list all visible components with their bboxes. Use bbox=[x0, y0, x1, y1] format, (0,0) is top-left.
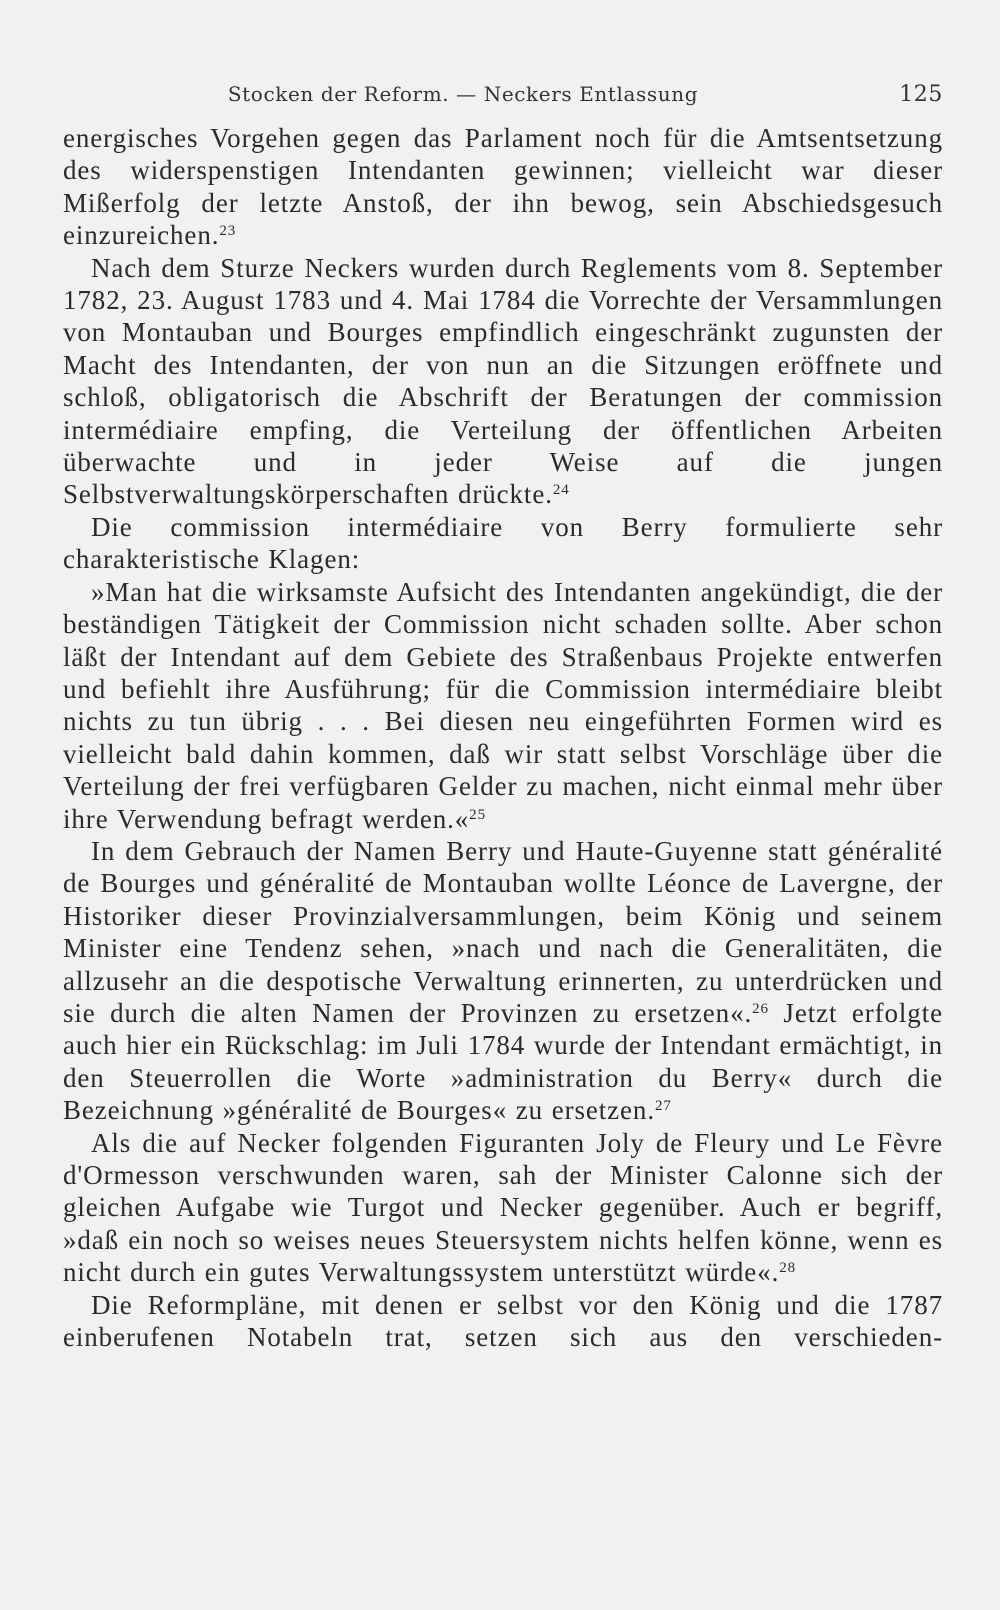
paragraph-text: energisches Vorgehen gegen das Parlament noch für die Amtsentsetzung des widerspenstigen Intendanten gewinnen; vielleicht war dieser Mißerfolg der letzte Anstoß, der ihn bewog, sein Abschiedsgesuch einzureichen. bbox=[63, 123, 943, 251]
book-page bbox=[63, 78, 943, 1353]
running-header bbox=[63, 78, 943, 112]
paragraph bbox=[63, 1127, 943, 1289]
paragraph-text: Als die auf Necker folgenden Figuranten Joly de Fleury und Le Fèvre d'Ormesson verschwunden waren, sah der Minister Calonne sich der gleichen Aufgabe wie Turgot und Necker gegenüber. Auch er begriff, »daß ein noch so weises neues Steuersystem nichts helfen könne, wenn es nicht durch ein gutes Verwaltungssystem unterstützt würde«. bbox=[63, 1127, 943, 1288]
footnote-ref: 26 bbox=[752, 1000, 769, 1017]
running-title: Stocken der Reform. — Neckers Entlassung bbox=[227, 82, 699, 106]
paragraph-text: In dem Gebrauch der Namen Berry und Haute-Guyenne statt généralité de Bourges und généralité de Montauban wollte Léonce de Lavergne, der Historiker dieser Provinzialversammlungen, beim König und seinem Minister eine Tendenz sehen, »nach und nach die Generalitäten, die allzusehr an die despotische Verwaltung erinnerten, zu unterdrücken und sie durch die alten Namen der Provinzen zu ersetzen«. bbox=[63, 835, 943, 1028]
footnote-ref: 27 bbox=[654, 1098, 672, 1115]
paragraph-text: Jetzt erfolgte auch hier ein Rückschlag: im Juli 1784 wurde der Intendant ermächtigt, in den Steuerrollen die Worte »administration du Berry« durch die Bezeichnung »généralité de Bourges« zu ersetzen. bbox=[63, 997, 943, 1126]
paragraph bbox=[63, 1289, 943, 1354]
paragraph bbox=[63, 511, 943, 576]
paragraph bbox=[63, 835, 943, 1127]
footnote-ref: 25 bbox=[469, 806, 486, 823]
body-text bbox=[63, 122, 943, 1353]
paragraph bbox=[63, 252, 943, 511]
quotation-paragraph bbox=[63, 576, 943, 835]
paragraph-text: »Man hat die wirksamste Aufsicht des Intendanten angekündigt, die der beständigen Tätigkeit der Commission nicht schaden sollte. Aber schon läßt der Intendant auf dem Gebiete des Straßenbaus Projekte entwerfen und befiehlt ihre Ausführung; für die Commission intermédiaire bleibt nichts zu tun übrig . . . Bei diesen neu eingeführten Formen wird es vielleicht bald dahin kommen, daß wir statt selbst Vorschläge über die Verteilung der frei verfügbaren Gelder zu machen, nicht einmal mehr über ihre Verwendung befragt werden.« bbox=[63, 576, 943, 834]
page-number: 125 bbox=[899, 82, 943, 107]
paragraph-text: Die Reformpläne, mit denen er selbst vor den König und die 1787 einberufenen Notabeln trat, setzen sich aus den verschieden- bbox=[63, 1289, 943, 1353]
footnote-ref: 23 bbox=[219, 223, 237, 240]
paragraph-text: Nach dem Sturze Neckers wurden durch Reglements vom 8. September 1782, 23. August 1783 und 4. Mai 1784 die Vorrechte der Versammlungen von Montauban und Bourges empfindlich eingeschränkt zugunsten der Macht des Intendanten, der von nun an die Sitzungen eröffnete und schloß, obligatorisch die Abschrift der Beratungen der commission intermédiaire empfing, die Verteilung der öffentlichen Arbeiten überwachte und in jeder Weise auf die jungen Selbstverwaltungskörperschaften drückte. bbox=[63, 252, 943, 510]
paragraph-text: Die commission intermédiaire von Berry formulierte sehr charakteristische Klagen: bbox=[63, 511, 943, 575]
footnote-ref: 24 bbox=[552, 482, 570, 499]
paragraph-continuation bbox=[63, 122, 943, 252]
footnote-ref: 28 bbox=[779, 1260, 797, 1277]
